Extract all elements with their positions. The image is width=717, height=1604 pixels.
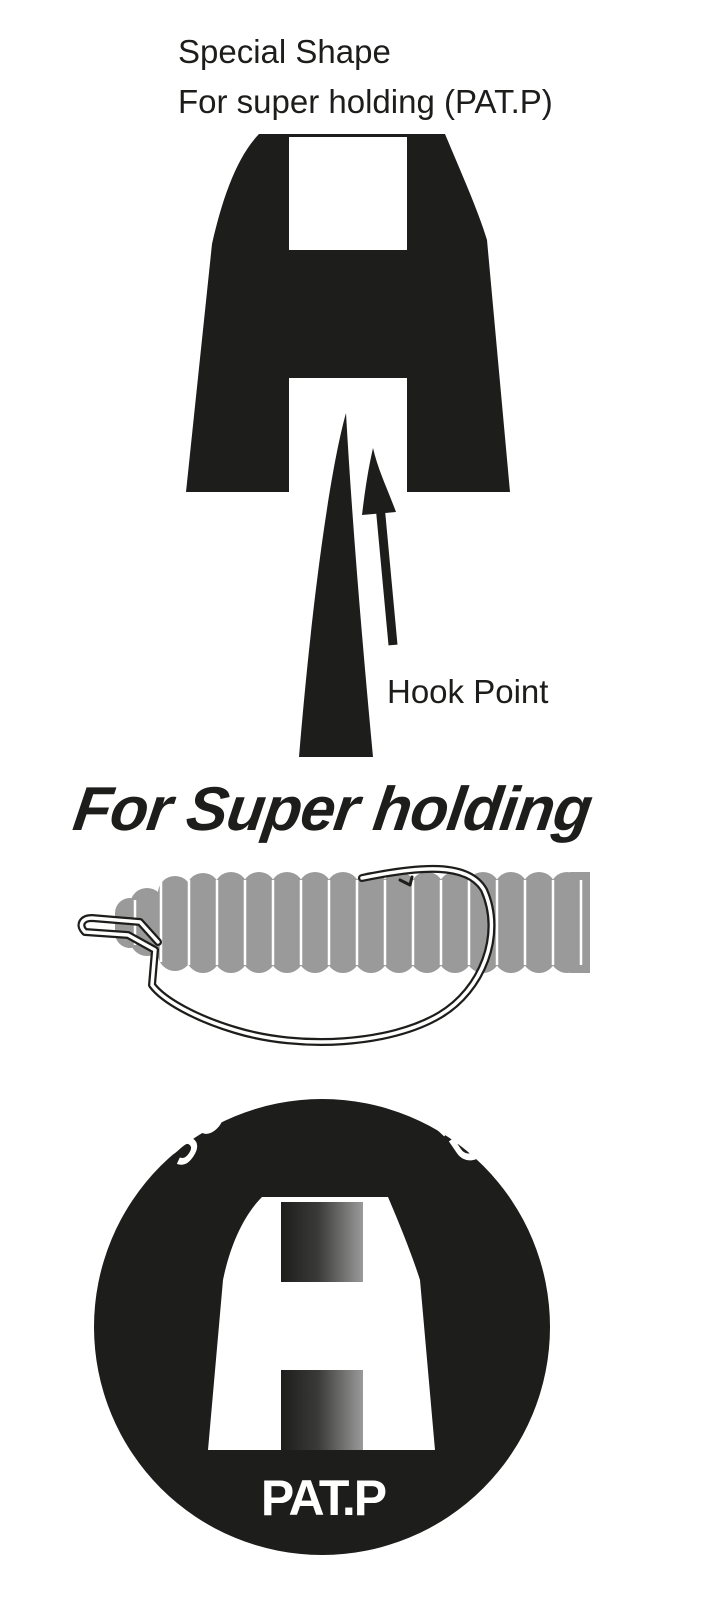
stopper-top-slot [289, 137, 407, 250]
title-line-1: Special Shape [178, 33, 391, 70]
badge-arc-text: SUPER HOLD [146, 1039, 506, 1177]
title-line-2: For super holding (PAT.P) [178, 83, 553, 120]
worm-rig-icon [81, 869, 590, 1042]
h-shaped-stopper-icon [186, 134, 510, 493]
badge-top-slot [281, 1202, 363, 1282]
section-heading: For Super holding [69, 775, 596, 844]
badge-bottom-slot [281, 1370, 363, 1450]
worm-body [115, 872, 590, 973]
badge-bottom-text: PAT.P [260, 1470, 386, 1526]
hook-point-label: Hook Point [387, 673, 549, 710]
